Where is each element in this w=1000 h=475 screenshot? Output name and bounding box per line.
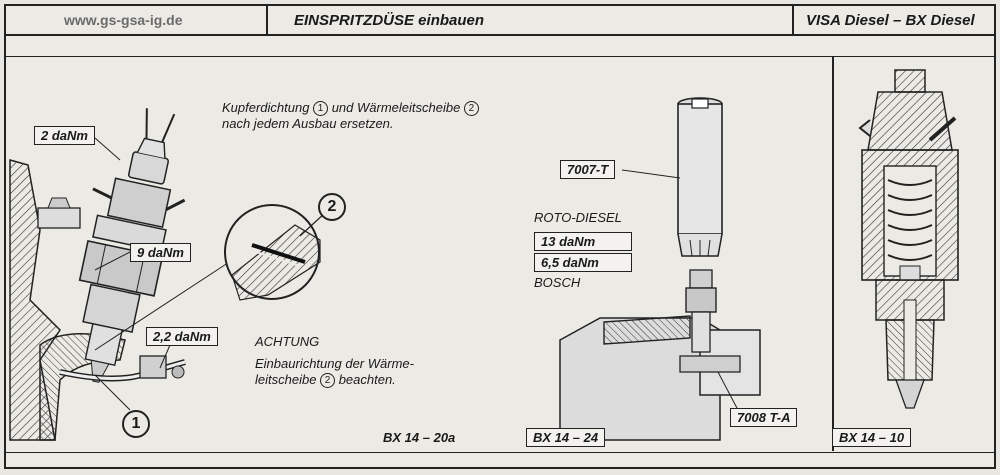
torque-label-mid: 9 daNm	[130, 243, 191, 262]
figure-caption-middle: BX 14 – 24	[526, 428, 605, 447]
warning-line2-part2: beachten.	[338, 372, 396, 387]
replacement-note	[222, 100, 479, 132]
brand-bosch: BOSCH	[534, 275, 581, 290]
marker-2-icon: 2	[320, 373, 335, 388]
note-text-part2: und Wärmeleitscheibe	[331, 100, 461, 115]
figure-caption-left: BX 14 – 20a	[383, 430, 456, 445]
callout-1-icon: 1	[122, 410, 150, 438]
callout-2-icon: 2	[318, 193, 346, 221]
detail-magnifier	[225, 205, 326, 300]
brand-roto-diesel: ROTO-DIESEL	[534, 210, 622, 225]
website-url: www.gs-gsa-ig.de	[64, 12, 183, 28]
marker-1-icon: 1	[313, 101, 328, 116]
warning-line2-part1: leitscheibe	[255, 372, 317, 387]
tool-label-vice: 7008 T-A	[730, 408, 797, 427]
torque-label-top: 2 daNm	[34, 126, 95, 145]
warning-line1: Einbaurichtung der Wärme-	[255, 356, 414, 371]
torque-label-bosch: 6,5 daNm	[534, 253, 632, 272]
figure-caption-right: BX 14 – 10	[832, 428, 911, 447]
socket-tool-illustration	[622, 98, 722, 256]
torque-label-low: 2,2 daNm	[146, 327, 218, 346]
model-label: VISA Diesel – BX Diesel	[806, 12, 975, 29]
injector-cross-section	[860, 70, 958, 408]
warning-block	[255, 334, 414, 388]
note-text-line2: nach jedem Ausbau ersetzen.	[222, 116, 394, 131]
warning-title: ACHTUNG	[255, 334, 320, 349]
tool-label-socket: 7007-T	[560, 160, 615, 179]
note-text-part1: Kupferdichtung	[222, 100, 310, 115]
torque-label-roto: 13 daNm	[534, 232, 632, 251]
page-title: EINSPRITZDÜSE einbauen	[294, 12, 485, 29]
marker-2-icon: 2	[464, 101, 479, 116]
